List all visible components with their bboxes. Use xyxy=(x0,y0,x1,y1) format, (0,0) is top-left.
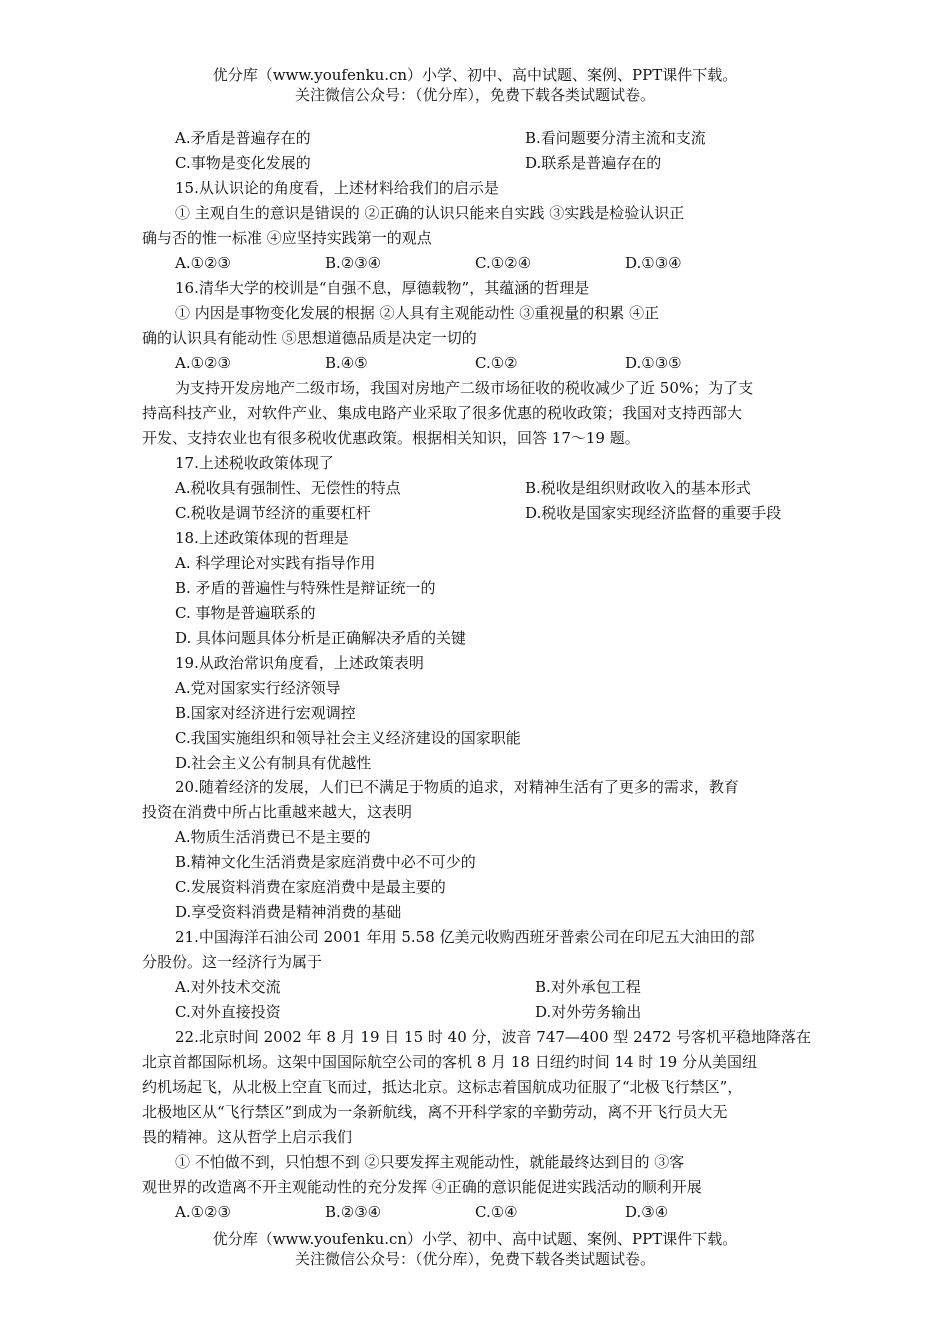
q22-stem-line-4: 北极地区从“飞行禁区”到成为一条新航线，离不开科学家的辛勤劳动，离不开飞行员大无 xyxy=(142,1103,728,1121)
material-line-3: 开发、支持农业也有很多税收优惠政策。根据相关知识，回答 17～19 题。 xyxy=(142,429,640,447)
q17-option-b: B.税收是组织财政收入的基本形式 xyxy=(525,479,751,497)
q22-option-a: A.①②③ xyxy=(175,1203,231,1221)
q19-option-b: B.国家对经济进行宏观调控 xyxy=(175,704,356,722)
q20-option-b: B.精神文化生活消费是家庭消费中必不可少的 xyxy=(175,853,476,871)
q21-option-a: A.对外技术交流 xyxy=(175,978,281,996)
q18-option-a: A. 科学理论对实践有指导作用 xyxy=(175,554,376,572)
q22-items-line-1: ① 不怕做不到，只怕想不到 ②只要发挥主观能动性，就能最终达到目的 ③客 xyxy=(175,1153,685,1171)
q16-items-line-1: ① 内因是事物变化发展的根据 ②人具有主观能动性 ③重视量的积累 ④正 xyxy=(175,304,660,322)
q21-option-d: D.对外劳务输出 xyxy=(535,1003,642,1021)
q14-option-c: C.事物是变化发展的 xyxy=(175,154,311,172)
header-line-1: 优分库（www.youfenku.cn）小学、初中、高中试题、案例、PPT课件下载。 xyxy=(212,66,738,84)
q15-items-line-1: ① 主观自生的意识是错误的 ②正确的认识只能来自实践 ③实践是检验认识正 xyxy=(175,204,685,222)
q21-stem-line-1: 21.中国海洋石油公司 2001 年用 5.58 亿美元收购西班牙普索公司在印尼五大油田的部 xyxy=(175,928,755,946)
material-line-2: 持高科技产业，对软件产业、集成电路产业采取了很多优惠的税收政策；我国对支持西部大 xyxy=(142,404,743,422)
q15-option-a: A.①②③ xyxy=(175,254,231,272)
q17-option-a: A.税收具有强制性、无偿性的特点 xyxy=(175,479,401,497)
q17-option-c: C.税收是调节经济的重要杠杆 xyxy=(175,504,371,522)
q18-stem: 18.上述政策体现的哲理是 xyxy=(175,529,349,547)
q16-option-d: D.①③⑤ xyxy=(625,354,682,372)
q16-option-a: A.①②③ xyxy=(175,354,231,372)
q15-option-c: C.①②④ xyxy=(475,254,532,272)
q19-option-a: A.党对国家实行经济领导 xyxy=(175,679,341,697)
q22-option-c: C.①④ xyxy=(475,1203,518,1221)
q20-option-c: C.发展资料消费在家庭消费中是最主要的 xyxy=(175,878,446,896)
q16-stem: 16.清华大学的校训是“自强不息，厚德载物”，其蕴涵的哲理是 xyxy=(175,279,590,297)
q14-option-b: B.看问题要分清主流和支流 xyxy=(525,129,706,147)
q22-stem-line-5: 畏的精神。这从哲学上启示我们 xyxy=(142,1128,353,1146)
q22-option-b: B.②③④ xyxy=(325,1203,382,1221)
q15-stem: 15.从认识论的角度看，上述材料给我们的启示是 xyxy=(175,179,499,197)
q22-option-d: D.③④ xyxy=(625,1203,669,1221)
q15-option-d: D.①③④ xyxy=(625,254,682,272)
q15-option-b: B.②③④ xyxy=(325,254,382,272)
q14-option-d: D.联系是普遍存在的 xyxy=(525,154,662,172)
q22-items-line-2: 观世界的改造离不开主观能动性的充分发挥 ④正确的意识能促进实践活动的顺利开展 xyxy=(142,1178,702,1196)
q18-option-d: D. 具体问题具体分析是正确解决矛盾的关键 xyxy=(175,629,467,647)
q15-items-line-2: 确与否的惟一标准 ④应坚持实践第一的观点 xyxy=(142,229,432,247)
q22-stem-line-2: 北京首都国际机场。这架中国国际航空公司的客机 8 月 18 日纽约时间 14 时 19 分从美国纽 xyxy=(142,1053,757,1071)
q18-option-b: B. 矛盾的普遍性与特殊性是辩证统一的 xyxy=(175,579,436,597)
footer-line-2: 关注微信公众号：（优分库），免费下载各类试题试卷。 xyxy=(294,1250,655,1268)
q20-stem-line-2: 投资在消费中所占比重越来越大，这表明 xyxy=(142,803,413,821)
q20-stem-line-1: 20.随着经济的发展，人们已不满足于物质的追求，对精神生活有了更多的需求，教育 xyxy=(175,778,739,796)
material-line-1: 为支持开发房地产二级市场，我国对房地产二级市场征收的税收减少了近 50%；为了支 xyxy=(175,379,754,397)
q20-option-a: A.物质生活消费已不是主要的 xyxy=(175,828,371,846)
q17-stem: 17.上述税收政策体现了 xyxy=(175,454,334,472)
q19-stem: 19.从政治常识角度看，上述政策表明 xyxy=(175,654,424,672)
q21-option-b: B.对外承包工程 xyxy=(535,978,641,996)
q18-option-c: C. 事物是普遍联系的 xyxy=(175,604,316,622)
q19-option-d: D.社会主义公有制具有优越性 xyxy=(175,754,372,772)
header-line-2: 关注微信公众号：（优分库），免费下载各类试题试卷。 xyxy=(294,86,655,104)
q16-items-line-2: 确的认识具有能动性 ⑤思想道德品质是决定一切的 xyxy=(142,329,477,347)
q21-option-c: C.对外直接投资 xyxy=(175,1003,281,1021)
q17-option-d: D.税收是国家实现经济监督的重要手段 xyxy=(525,504,782,522)
q22-stem-line-1: 22.北京时间 2002 年 8 月 19 日 15 时 40 分，波音 747—400 型 2472 号客机平稳地降落在 xyxy=(175,1028,812,1046)
q14-option-a: A.矛盾是普遍存在的 xyxy=(175,129,311,147)
footer-line-1: 优分库（www.youfenku.cn）小学、初中、高中试题、案例、PPT课件下载。 xyxy=(212,1230,738,1248)
q20-option-d: D.享受资料消费是精神消费的基础 xyxy=(175,903,402,921)
q16-option-b: B.④⑤ xyxy=(325,354,368,372)
q19-option-c: C.我国实施组织和领导社会主义经济建设的国家职能 xyxy=(175,729,521,747)
q16-option-c: C.①② xyxy=(475,354,518,372)
q22-stem-line-3: 约机场起飞，从北极上空直飞而过，抵达北京。这标志着国航成功征服了“北极飞行禁区”， xyxy=(142,1078,743,1096)
q21-stem-line-2: 分股份。这一经济行为属于 xyxy=(142,953,323,971)
